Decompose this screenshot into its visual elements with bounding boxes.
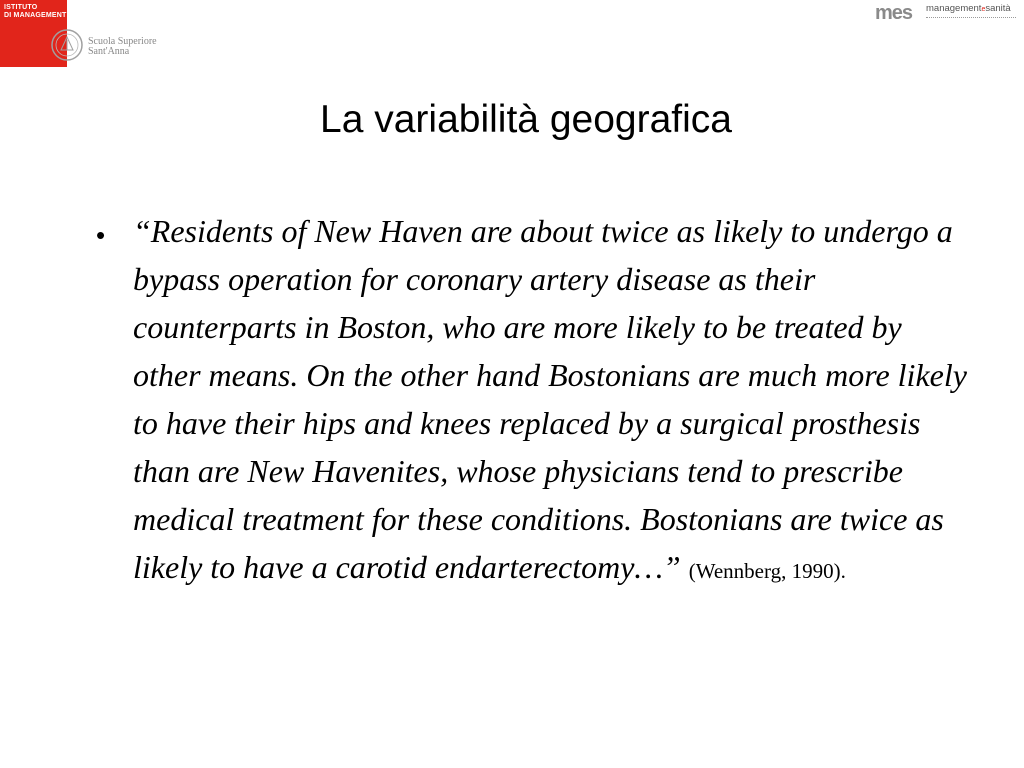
mes-mark-text: mes xyxy=(875,2,913,24)
scuola-sant-anna-text xyxy=(88,37,157,57)
slide-title: La variabilità geografica xyxy=(320,98,732,141)
mes-word1: management xyxy=(926,3,982,14)
mes-logo-mark xyxy=(875,2,912,24)
istituto-logo-line2: DI MANAGEMENT xyxy=(4,12,67,19)
bullet-item xyxy=(133,207,968,595)
scuola-line1: Scuola Superiore xyxy=(88,36,157,47)
mes-logo-wordmark xyxy=(926,4,1011,15)
istituto-logo-line1: ISTITUTO xyxy=(4,4,38,11)
mes-word2: sanità xyxy=(985,3,1011,14)
seal-icon xyxy=(50,28,84,62)
management-e-sanita-logo xyxy=(875,2,1020,28)
scuola-sant-anna-logo xyxy=(50,28,170,68)
scuola-line2: Sant'Anna xyxy=(88,46,130,57)
bullet-marker: • xyxy=(96,220,106,250)
quote-text: “Residents of New Haven are about twice as likely to undergo a bypass operation for coronary artery disease as their counterparts in Boston, who are more likely to be treated by other means. On the other hand Bostonians are much more likely to have their hips and knees replaced by a surgical prosthesis than are New Havenites, whose physicians tend to prescribe medical treatment for these conditions. Bostonians are twice as likely to have a carotid endarterectomy…” xyxy=(133,213,967,585)
mes-word-e: e xyxy=(981,6,986,13)
mes-logo-tagline-decoration xyxy=(926,17,1016,21)
citation-text: (Wennberg, 1990). xyxy=(688,559,846,583)
